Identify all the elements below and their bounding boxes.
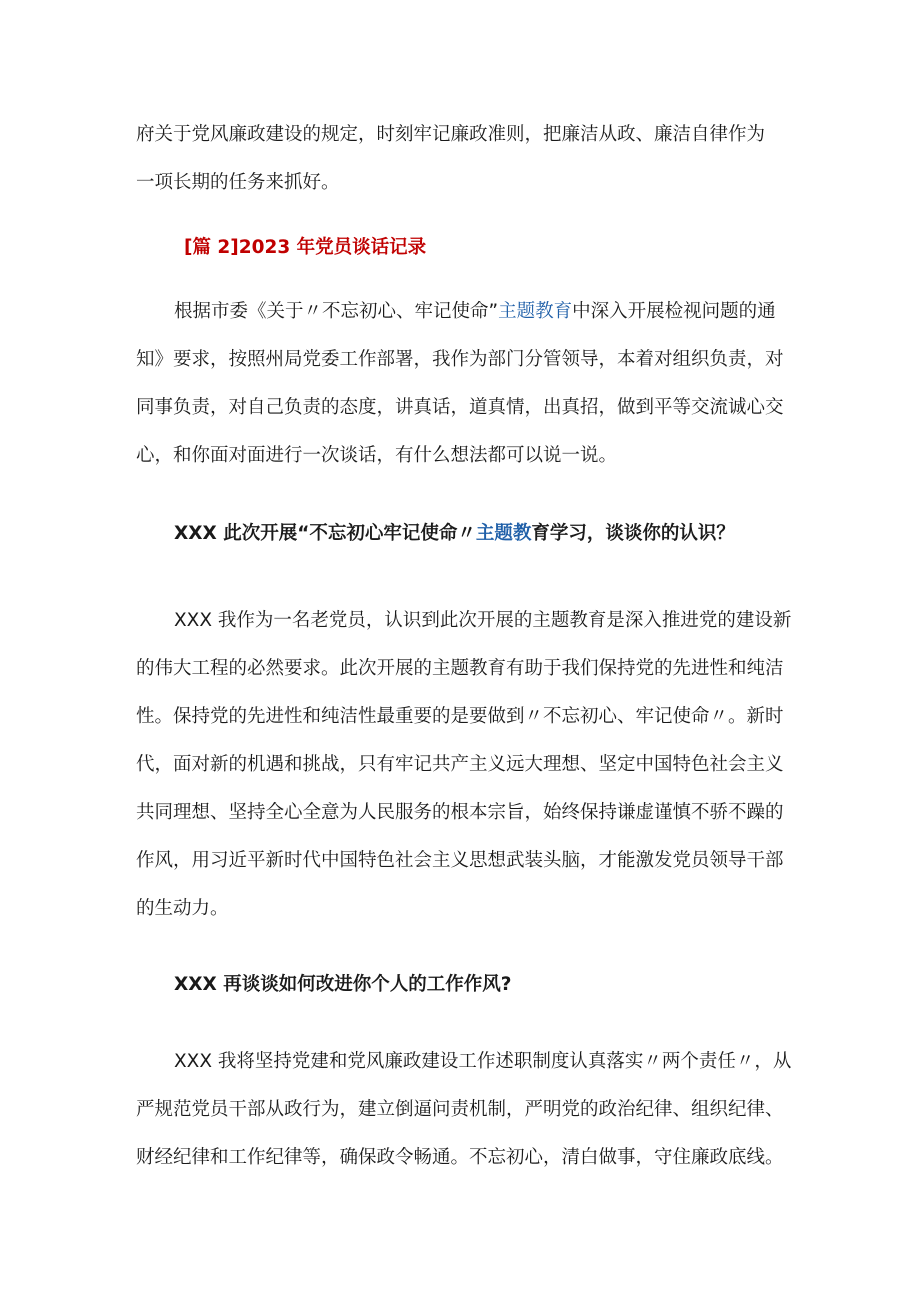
- answer1-line-7: 的生动力。: [136, 898, 229, 919]
- question-1-text-b: 育学习，谈谈你的认识？: [531, 523, 735, 544]
- para1-line-4: 心，和你面对面进行一次谈话，有什么想法都可以说一说。: [136, 445, 618, 466]
- section-heading: [篇 2]2023 年党员谈话记录: [184, 237, 427, 258]
- para1-line-1: [174, 300, 834, 324]
- answer1-line-2: 的伟大工程的必然要求。此次开展的主题教育有助于我们保持党的先进性和纯洁: [136, 658, 784, 679]
- answer2-line-2: 严规范党员干部从政行为，建立倒逼问责机制，严明党的政治纪律、组织纪律、: [136, 1099, 784, 1120]
- question-2: XXX 再谈谈如何改进你个人的工作作风?: [174, 974, 512, 995]
- topic-education-link[interactable]: 主题教育: [498, 301, 573, 322]
- answer1-line-6: 作风，用习近平新时代中国特色社会主义思想武装头脑，才能激发党员领导干部: [136, 850, 784, 871]
- answer1-line-4: 代，面对新的机遇和挑战，只有牢记共产主义远大理想、坚定中国特色社会主义: [136, 754, 784, 775]
- answer2-line-1: XXX 我将坚持党建和党风廉政建设工作述职制度认真落实〃两个责任〃，从: [174, 1051, 792, 1072]
- para1-text-b: 中深入开展检视问题的通: [572, 301, 776, 322]
- topic-education-link-2[interactable]: 主题教: [475, 523, 532, 544]
- answer1-line-1: XXX 我作为一名老党员，认识到此次开展的主题教育是深入推进党的建设新: [174, 610, 792, 631]
- answer1-line-5: 共同理想、坚持全心全意为人民服务的根本宗旨，始终保持谦虚谨慎不骄不躁的: [136, 802, 784, 823]
- answer2-line-3: 财经纪律和工作纪律等，确保政令畅通。不忘初心，清白做事，守住廉政底线。: [136, 1147, 784, 1168]
- para1-text-a: 根据市委《关于〃不忘初心、牢记使命”: [174, 301, 499, 322]
- question-1: [174, 522, 834, 546]
- intro-line-2: 一项长期的任务来抓好。: [136, 172, 340, 193]
- intro-line-1: 府关于党风廉政建设的规定，时刻牢记廉政准则，把廉洁从政、廉洁自律作为: [136, 124, 766, 145]
- question-1-text-a: XXX 此次开展“不忘初心牢记使命〃: [174, 523, 476, 544]
- answer1-line-3: 性。保持党的先进性和纯洁性最重要的是要做到〃不忘初心、牢记使命〃。新时: [136, 706, 784, 727]
- para1-line-3: 同事负责，对自己负责的态度，讲真话，道真情，出真招，做到平等交流诚心交: [136, 397, 784, 418]
- para1-line-2: 知》要求，按照州局党委工作部署，我作为部门分管领导，本着对组织负责，对: [136, 349, 784, 370]
